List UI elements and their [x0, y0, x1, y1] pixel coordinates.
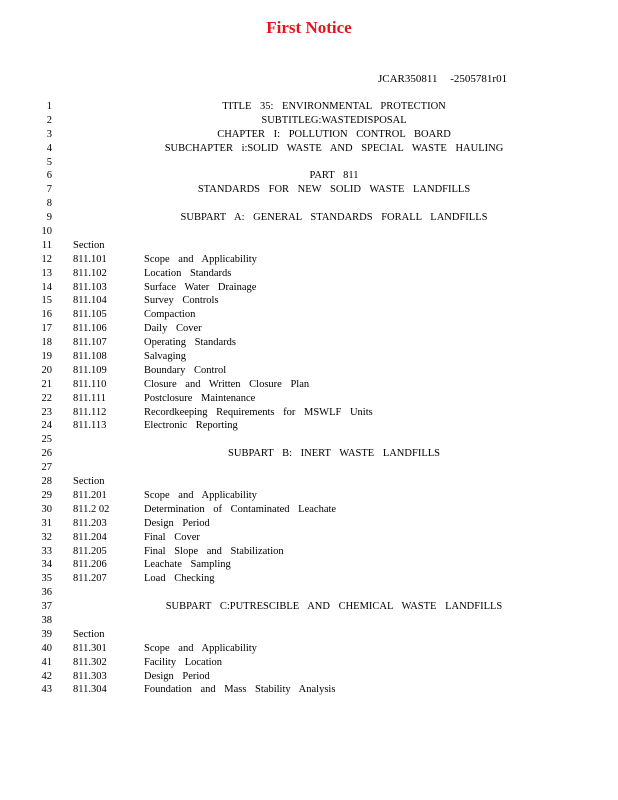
- section-number: 811.304: [73, 684, 107, 696]
- section-title: Closure and Written Closure Plan: [144, 378, 310, 390]
- line-number: 12: [41, 253, 52, 265]
- heading-text: CHAPTER I: POLLUTION CONTROL BOARD: [217, 128, 451, 140]
- line-number: 9: [46, 212, 52, 224]
- section-number: 811.203: [73, 517, 107, 529]
- document-line: [0, 336, 618, 350]
- line-number: 42: [41, 670, 52, 682]
- line-number: 22: [41, 392, 52, 404]
- document-line: [0, 114, 618, 128]
- section-number: 811.106: [73, 323, 107, 335]
- section-number: 811.301: [73, 642, 107, 654]
- line-number: 11: [41, 239, 52, 251]
- document-line: [0, 670, 618, 684]
- section-title: Final Cover: [144, 531, 200, 543]
- line-number: 40: [41, 642, 52, 654]
- line-number: 32: [41, 531, 52, 543]
- heading-text: SUBPART A: GENERAL STANDARDS FORALL LANDFILLS: [180, 212, 488, 224]
- document-line: [0, 545, 618, 559]
- line-number: 28: [41, 476, 52, 488]
- section-number: 811.102: [73, 267, 107, 279]
- document-line: [0, 489, 618, 503]
- section-title: Final Slope and Stabilization: [144, 545, 284, 557]
- document-line: [0, 239, 618, 253]
- document-line: [0, 267, 618, 281]
- section-number: 811.111: [73, 392, 106, 404]
- section-heading: Section: [73, 476, 105, 488]
- section-title: Design Period: [144, 670, 210, 682]
- section-number: 811.112: [73, 406, 107, 418]
- line-number: 20: [41, 364, 52, 376]
- heading-text: STANDARDS FOR NEW SOLID WASTE LANDFILLS: [197, 184, 471, 196]
- document-line: [0, 503, 618, 517]
- heading-text: PART 811: [309, 170, 359, 182]
- document-line: [0, 683, 618, 697]
- section-title: Leachate Sampling: [144, 559, 231, 571]
- line-number: 43: [41, 684, 52, 696]
- section-title: Electronic Reporting: [144, 420, 238, 432]
- section-number: 811.205: [73, 545, 107, 557]
- line-number: 4: [46, 142, 52, 154]
- section-number: 811.204: [73, 531, 107, 543]
- document-line: [0, 447, 618, 461]
- heading-text: SUBPART B: INERT WASTE LANDFILLS: [228, 448, 440, 460]
- document-line: [0, 211, 618, 225]
- line-number: 6: [46, 170, 52, 182]
- document-line: [0, 628, 618, 642]
- section-number: 811.303: [73, 670, 107, 682]
- heading-text: SUBPART C:PUTRESCIBLE AND CHEMICAL WASTE LANDFILLS: [165, 601, 503, 613]
- section-title: Survey Controls: [144, 295, 219, 307]
- section-title: Scope and Applicability: [144, 642, 257, 654]
- document-line: [0, 614, 618, 628]
- section-number: 811.107: [73, 337, 107, 349]
- document-line: [0, 461, 618, 475]
- line-number: 24: [41, 420, 52, 432]
- section-title: Boundary Control: [144, 364, 227, 376]
- line-number: 3: [46, 128, 52, 140]
- section-number: 811.201: [73, 489, 107, 501]
- document-line: [0, 294, 618, 308]
- line-number: 16: [41, 309, 52, 321]
- heading-text: SUBTITLEG:WASTEDISPOSAL: [261, 114, 407, 126]
- section-title: Daily Cover: [144, 323, 202, 335]
- section-heading: Section: [73, 628, 105, 640]
- notice-title: First Notice: [266, 18, 352, 37]
- section-number: 811.108: [73, 351, 107, 363]
- line-number: 18: [41, 337, 52, 349]
- line-number: 39: [41, 628, 52, 640]
- document-line: [0, 642, 618, 656]
- section-number: 811.206: [73, 559, 107, 571]
- section-title: Determination of Contaminated Leachate: [144, 503, 337, 515]
- section-title: Design Period: [144, 517, 210, 529]
- document-line: [0, 183, 618, 197]
- line-number: 14: [41, 281, 52, 293]
- line-number: 29: [41, 489, 52, 501]
- section-number: 811.302: [73, 656, 107, 668]
- line-number: 38: [41, 614, 52, 626]
- line-number: 7: [46, 184, 52, 196]
- document-line: [0, 558, 618, 572]
- section-title: Location Standards: [144, 267, 232, 279]
- section-title: Operating Standards: [144, 337, 237, 349]
- line-number: 17: [41, 323, 52, 335]
- document-line: [0, 419, 618, 433]
- document-line: [0, 197, 618, 211]
- line-number: 10: [41, 226, 52, 238]
- line-number: 31: [41, 517, 52, 529]
- line-number: 27: [41, 462, 52, 474]
- document-line: [0, 142, 618, 156]
- section-title: Load Checking: [144, 573, 215, 585]
- line-number: 2: [46, 114, 52, 126]
- line-number: 8: [46, 198, 52, 210]
- line-number: 5: [46, 156, 52, 168]
- document-line: [0, 572, 618, 586]
- line-number: 34: [41, 559, 52, 571]
- line-number: 36: [41, 587, 52, 599]
- line-number: 25: [41, 434, 52, 446]
- section-title: Salvaging: [144, 351, 186, 363]
- document-line: [0, 406, 618, 420]
- line-number: 35: [41, 573, 52, 585]
- section-number: 811.104: [73, 295, 107, 307]
- section-title: Scope and Applicability: [144, 489, 257, 501]
- document-line: [0, 350, 618, 364]
- section-number: 811.101: [73, 253, 107, 265]
- line-number: 15: [41, 295, 52, 307]
- document-line: [0, 475, 618, 489]
- section-heading: Section: [73, 239, 105, 251]
- document-line: [0, 531, 618, 545]
- section-number: 811.109: [73, 364, 107, 376]
- line-number: 33: [41, 545, 52, 557]
- section-title: Postclosure Maintenance: [144, 392, 256, 404]
- section-number: 811.2 02: [73, 503, 110, 515]
- numbered-lines: [0, 100, 618, 697]
- document-line: [0, 517, 618, 531]
- heading-text: TITLE 35: ENVIRONMENTAL PROTECTION: [222, 101, 446, 112]
- document-line: [0, 169, 618, 183]
- document-line: [0, 586, 618, 600]
- document-line: [0, 308, 618, 322]
- heading-text: SUBCHAPTER i:SOLID WASTE AND SPECIAL WASTE HAULING: [164, 142, 504, 154]
- section-number: 811.207: [73, 573, 107, 585]
- document-line: [0, 156, 618, 170]
- section-number: 811.103: [73, 281, 107, 293]
- document-line: [0, 656, 618, 670]
- line-number: 37: [41, 601, 52, 613]
- line-number: 1: [46, 101, 52, 112]
- section-number: 811.110: [73, 378, 107, 390]
- section-number: 811.113: [73, 420, 107, 432]
- section-title: Compaction: [144, 309, 196, 321]
- section-title: Surface Water Drainage: [144, 281, 257, 293]
- section-title: Facility Location: [144, 656, 223, 668]
- document-line: [0, 392, 618, 406]
- line-number: 21: [41, 378, 52, 390]
- document-line: [0, 322, 618, 336]
- line-number: 23: [41, 406, 52, 418]
- document-line: [0, 128, 618, 142]
- document-line: [0, 281, 618, 295]
- line-number: 30: [41, 503, 52, 515]
- section-title: Foundation and Mass Stability Analysis: [144, 684, 336, 696]
- line-number: 13: [41, 267, 52, 279]
- document-line: [0, 600, 618, 614]
- document-line: [0, 364, 618, 378]
- document-line: [0, 100, 618, 114]
- section-title: Recordkeeping Requirements for MSWLF Units: [144, 406, 373, 418]
- document-line: [0, 253, 618, 267]
- document-line: [0, 378, 618, 392]
- line-number: 41: [41, 656, 52, 668]
- document-id: JCAR350811 -2505781r01: [378, 73, 508, 85]
- document-line: [0, 225, 618, 239]
- line-number: 26: [41, 448, 52, 460]
- section-number: 811.105: [73, 309, 107, 321]
- document-line: [0, 433, 618, 447]
- section-title: Scope and Applicability: [144, 253, 257, 265]
- line-number: 19: [41, 351, 52, 363]
